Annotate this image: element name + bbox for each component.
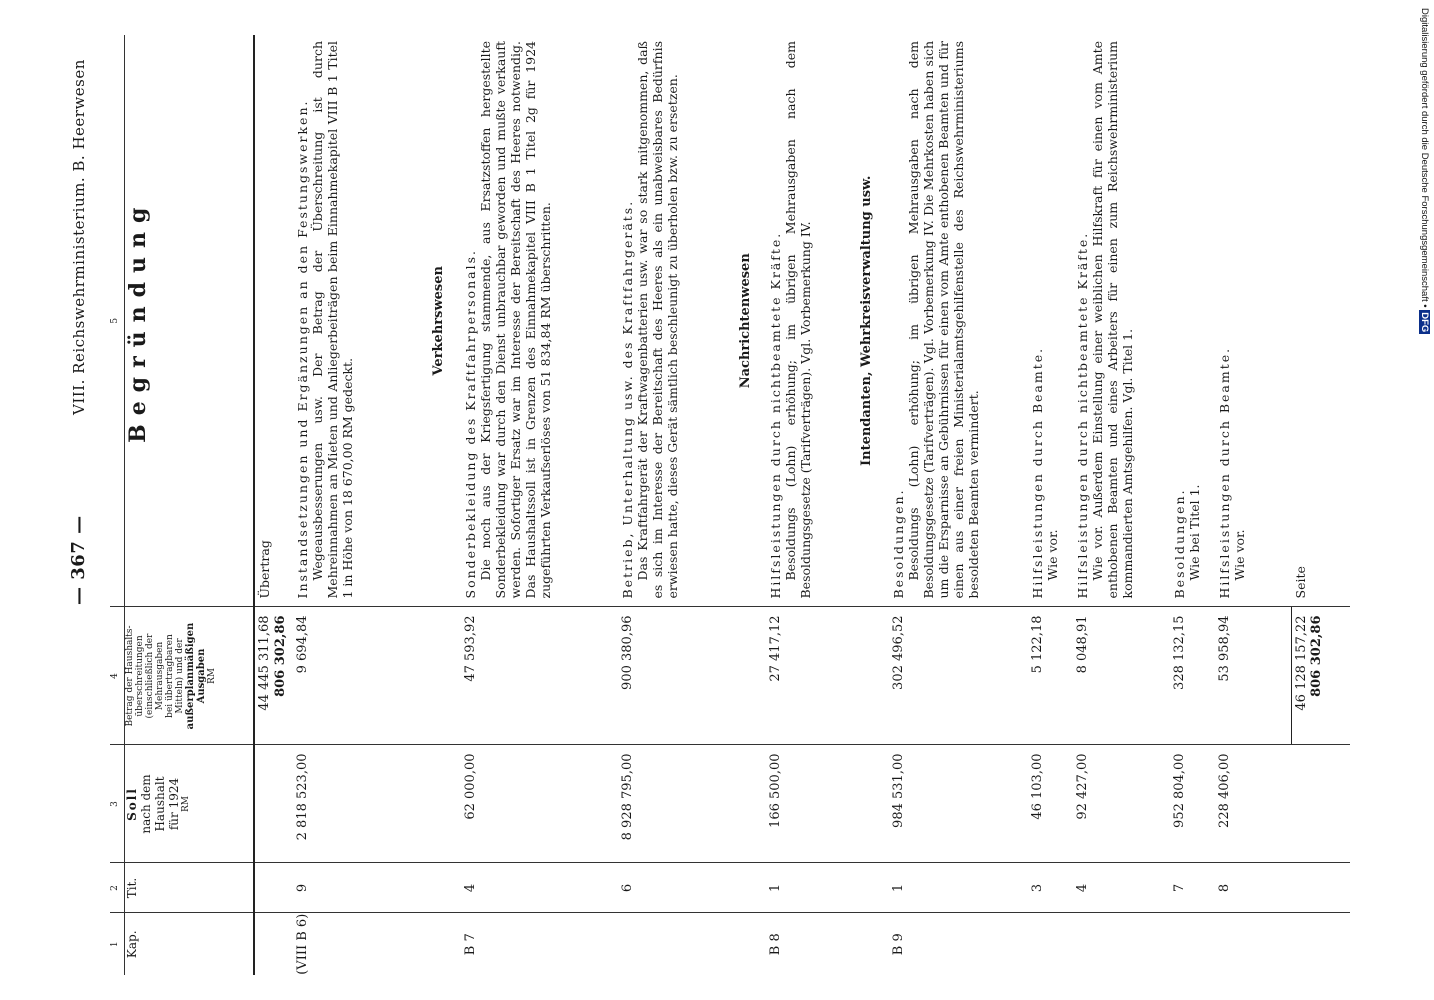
header-begruendung: Begründung [125, 35, 255, 607]
text-r8: Besoldungen. Wie bei Titel 1. [1172, 484, 1202, 599]
amount-r4: 27 417,12 [768, 615, 783, 682]
text-r9: Hilfsleistungen durch Beamte. Wie vor. [1217, 346, 1247, 599]
kap-b6: (VIII B 6) [295, 913, 310, 975]
kap-b9: B 9 [891, 933, 906, 956]
column-number-row [110, 35, 125, 975]
text-r2: Sonderbekleidung des Kraftfahrpersonals. Die noch aus der Kriegsfertigung stammende, aus Ersatzstoffen hergestellte Sonderbekleidung war durch den Dienst unbrauchbar geworden und mußte verkauft werden. Sofortiger Ersatz war im Interesse der Bereitschaft des Heeres notwendig. Das Haushaltssoll ist in Grenzen des Einnahmekapitel VIII B 1 Titel 2g für 1924 zugeführten Verkaufserlöses von 51 834,84 RM überschritten. [463, 41, 553, 599]
text-r7: Hilfsleistungen durch nichtbeamtete Kräfte. Wie vor. Außerdem Einstellung einer weiblichen Hilfskraft für einen vom Amte enthobenen Beamten und eines Arbeiters für einen zum Reichswehrministerium kommandierten Amtsgehilfen. Vgl. Titel 1. [1075, 41, 1135, 599]
header-betrag: Betrag der Haushalts- überschreitungen (einschließlich der Mehrausgaben bei übertragbaren Mitteln) und der außerplanmäßigen Ausgaben RM [125, 607, 255, 745]
budget-table [110, 35, 1350, 975]
page-number: — 367 — [68, 515, 89, 605]
text-r3: Betrieb, Unterhaltung usw. des Kraftfahrgeräts. Das Kraftfahrgerät der Kraftwagenbatterien usw. war so stark mitgenommen, daß es sich im Interesse der Bereitschaft des Heeres als ein unabweisbares Bedürfnis erwiesen hatte, dieses Gerät sämtlich beschleunigt zu überholen bzw. zu ersetzen. [620, 41, 680, 599]
col-number-1: 1 [110, 913, 125, 975]
col-number-2: 2 [110, 863, 125, 913]
col-number-3: 3 [110, 745, 125, 863]
tit-r9: 8 [1217, 883, 1232, 893]
table-body [254, 35, 1350, 975]
section-nachrichtenwesen: Nachrichtenwesen [738, 253, 753, 389]
soll-r9: 228 406,00 [1217, 753, 1232, 828]
amount-r2: 47 593,92 [463, 615, 478, 682]
tit-r4: 1 [768, 883, 783, 893]
soll-r3: 8 928 795,00 [620, 753, 635, 841]
col-number-4: 4 [110, 607, 125, 745]
seite-amount: 46 128 157,22 [1291, 608, 1309, 745]
seite-amount-bold: 806 302,86 [1309, 615, 1324, 697]
tit-r8: 7 [1172, 883, 1187, 893]
text-r6: Hilfsleistungen durch Beamte. Wie vor. [1030, 346, 1060, 599]
uebertrag-label: Übertrag [257, 540, 272, 599]
soll-r7: 92 427,00 [1075, 753, 1090, 820]
uebertrag-amount-bold: 806 302,86 [273, 615, 288, 697]
text-r1: Instandsetzungen und Ergänzungen an den Festungswerken. Wegeausbesserungen usw. Der Betrag der Überschreitung ist durch Mehreinnahmen an Mieten und Anliegerbeiträgen beim Einnahmekapitel VIII B 1 Titel 1 in Höhe von 18 670,00 RM gedeckt. [295, 41, 355, 599]
soll-r2: 62 000,00 [463, 753, 478, 820]
amount-r1: 9 694,84 [295, 615, 310, 674]
tit-r5: 1 [891, 883, 906, 893]
amount-r8: 328 132,15 [1172, 615, 1187, 690]
amount-r7: 8 048,91 [1075, 615, 1090, 674]
tit-r2: 4 [463, 883, 478, 893]
tit-r7: 4 [1075, 883, 1090, 893]
amount-r6: 5 122,18 [1030, 615, 1045, 674]
soll-r4: 166 500,00 [768, 753, 783, 828]
digitization-credit: Digitalisierung gefördert durch die Deutsche Forschungsgemeinschaft • DFG [1419, 8, 1430, 333]
amount-r9: 53 958,94 [1217, 615, 1232, 682]
tit-r6: 3 [1030, 883, 1045, 893]
kap-b8: B 8 [768, 933, 783, 956]
header-soll: Soll nach dem Haushalt für 1924 RM [125, 745, 255, 863]
soll-r8: 952 804,00 [1172, 753, 1187, 828]
section-verkehrswesen: Verkehrswesen [431, 266, 446, 376]
tit-r1: 9 [295, 883, 310, 893]
document-page [60, 35, 1350, 975]
soll-r6: 46 103,00 [1030, 753, 1045, 820]
text-r4: Hilfsleistungen durch nichtbeamtete Kräfte. Besoldungs (Lohn) erhöhung; im übrigen Mehrausgaben nach dem Besoldungsgesetze (Tarifverträgen). Vgl. Vorbemerkung IV. [768, 41, 813, 599]
column-header-row [125, 35, 255, 975]
uebertrag-amount: 44 445 311,68 [257, 615, 272, 711]
soll-r1: 2 818 523,00 [295, 753, 310, 841]
header-tit: Tit. [125, 863, 255, 913]
soll-r5: 984 531,00 [891, 753, 906, 828]
kap-b7: B 7 [463, 933, 478, 956]
amount-r3: 900 380,96 [620, 615, 635, 690]
header-kap: Kap. [125, 913, 255, 975]
amount-r5: 302 496,52 [891, 615, 906, 690]
section-intendanten: Intendanten, Wehrkreisverwaltung usw. [859, 175, 874, 466]
dfg-logo: DFG [1419, 312, 1430, 333]
running-head: VIII. Reichswehrministerium. B. Heerwesen [70, 59, 88, 415]
tit-r3: 6 [620, 883, 635, 893]
page-header [60, 35, 104, 975]
seite-label: Seite [1293, 566, 1308, 599]
col-number-5: 5 [110, 35, 125, 607]
credit-text: Digitalisierung gefördert durch die Deutsche Forschungsgemeinschaft [1419, 8, 1430, 302]
text-r5: Besoldungen. Besoldungs (Lohn) erhöhung; im übrigen Mehrausgaben nach dem Besoldungsgesetze (Tarifverträgen). Vgl. Vorbemerkung IV. Die Mehrkosten haben sich um die Ersparnisse an Gebührnissen für einen vom Amte enthobenen Beamten und für einen aus einer freien Ministerialamtsgehilfenstelle des Reichswehrministeriums besoldeten Beamten vermindert. [891, 41, 981, 599]
